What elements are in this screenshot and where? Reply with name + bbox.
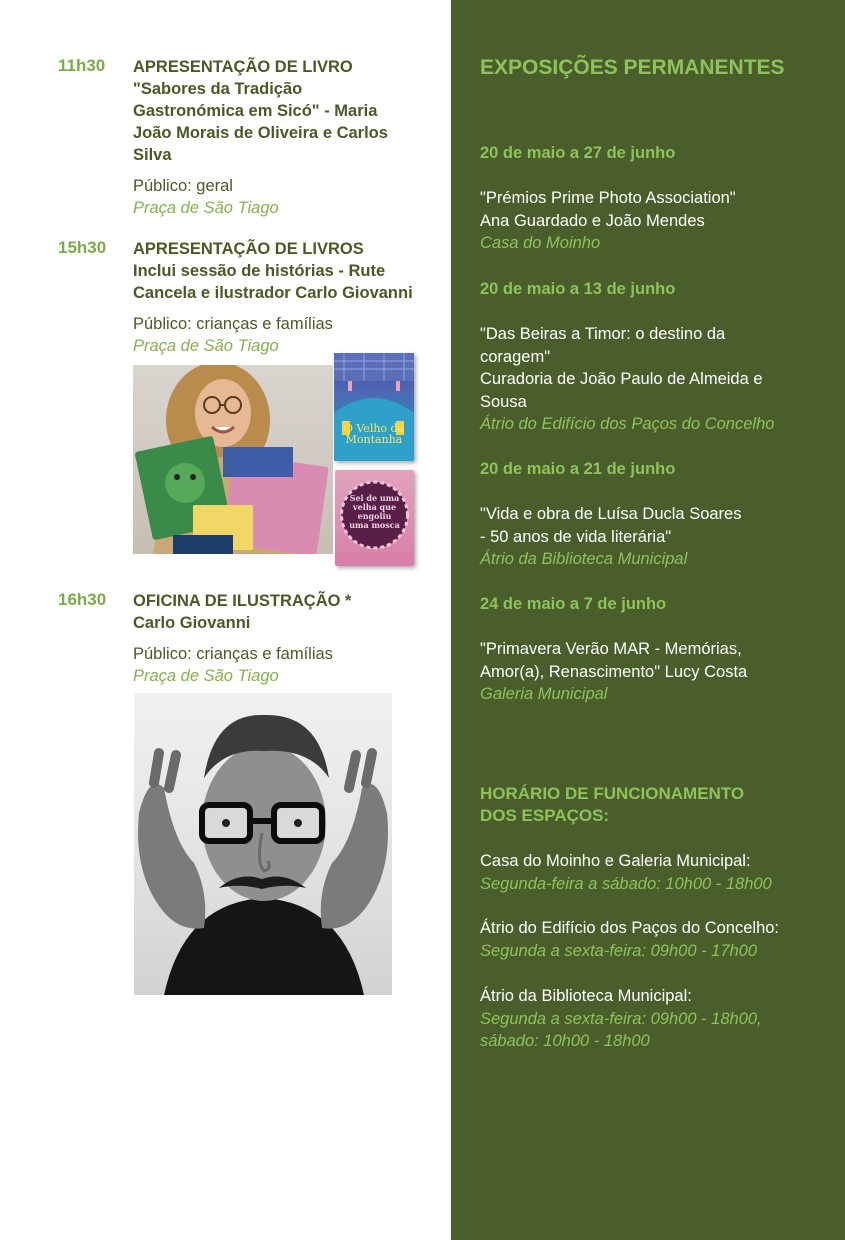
exhibition-place: Átrio do Edifício dos Paços do Concelho: [480, 415, 775, 433]
exhibition-dates: 20 de maio a 27 de junho: [480, 144, 676, 162]
hours-times: Segunda a sexta-feira: 09h00 - 18h00, sábado: 10h00 - 18h00: [480, 1009, 762, 1050]
illustrator-portrait: [134, 693, 392, 995]
hours-location: Átrio da Biblioteca Municipal:: [480, 987, 692, 1005]
exhibition-description: "Das Beiras a Timor: o destino da coragem" Curadoria de João Paulo de Almeida e Sousa: [480, 325, 763, 411]
book2-title: Sei de uma velha que engoliu uma mosca: [349, 493, 400, 530]
book1-title: O Velho da Montanha: [343, 422, 405, 446]
event-place: Praça de São Tiago: [133, 199, 279, 217]
event-title: APRESENTAÇÃO DE LIVRO "Sabores da Tradição Gastronómica em Sicó" - Maria João Morais de Oliveira e Carlos Silva: [133, 58, 388, 164]
exhibition-dates: 24 de maio a 7 de junho: [480, 595, 667, 613]
event-time: 15h30: [58, 238, 107, 257]
exhibition-description: "Prémios Prime Photo Association" Ana Guardado e João Mendes: [480, 189, 736, 230]
exhibition-place: Átrio da Biblioteca Municipal: [480, 550, 688, 568]
event-title: OFICINA DE ILUSTRAÇÃO * Carlo Giovanni: [133, 592, 352, 632]
hours-times: Segunda-feira a sábado: 10h00 - 18h00: [480, 874, 772, 893]
exhibition-item: [480, 593, 820, 706]
opening-hours-item: [480, 917, 825, 962]
exhibition-dates: 20 de maio a 13 de junho: [480, 280, 676, 298]
opening-hours-title: HORÁRIO DE FUNCIONAMENTO DOS ESPAÇOS:: [480, 784, 745, 825]
event-body: [133, 590, 433, 687]
event-audience: Público: crianças e famílias: [133, 645, 333, 663]
exhibitions-title: EXPOSIÇÕES PERMANENTES: [480, 56, 785, 79]
illustrator-photo: [134, 693, 392, 995]
event-audience: Público: geral: [133, 177, 233, 195]
hours-location: Casa do Moinho e Galeria Municipal:: [480, 852, 751, 870]
exhibition-place: Casa do Moinho: [480, 234, 601, 252]
event-time: 11h30: [58, 56, 106, 75]
event-place: Praça de São Tiago: [133, 667, 279, 685]
exhibition-item: [480, 142, 820, 255]
opening-hours-item: [480, 850, 825, 895]
event-time: 16h30: [58, 590, 107, 609]
event-place: Praça de São Tiago: [133, 337, 279, 355]
hours-location: Átrio do Edifício dos Paços do Concelho:: [480, 919, 780, 937]
presenter-photo: [133, 365, 333, 554]
presenter-illustration: [133, 365, 333, 554]
exhibition-description: "Primavera Verão MAR - Memórias, Amor(a), Renascimento" Lucy Costa: [480, 640, 748, 681]
exhibition-description: "Vida e obra de Luísa Ducla Soares - 50 anos de vida literária": [480, 505, 742, 546]
event-body: [133, 238, 433, 357]
exhibition-place: Galeria Municipal: [480, 685, 608, 703]
event-body: [133, 56, 433, 219]
book-cover-velho-da-montanha: [334, 353, 414, 461]
exhibition-item: [480, 278, 820, 436]
exhibition-item: [480, 458, 820, 571]
exhibition-dates: 20 de maio a 21 de junho: [480, 460, 676, 478]
hours-times: Segunda a sexta-feira: 09h00 - 17h00: [480, 941, 758, 960]
event-audience: Público: crianças e famílias: [133, 315, 333, 333]
book-cover-velha-mosca: [335, 470, 414, 566]
opening-hours-item: [480, 985, 825, 1053]
event-title: APRESENTAÇÃO DE LIVROS Inclui sessão de histórias - Rute Cancela e ilustrador Carlo Giovanni: [133, 240, 413, 302]
